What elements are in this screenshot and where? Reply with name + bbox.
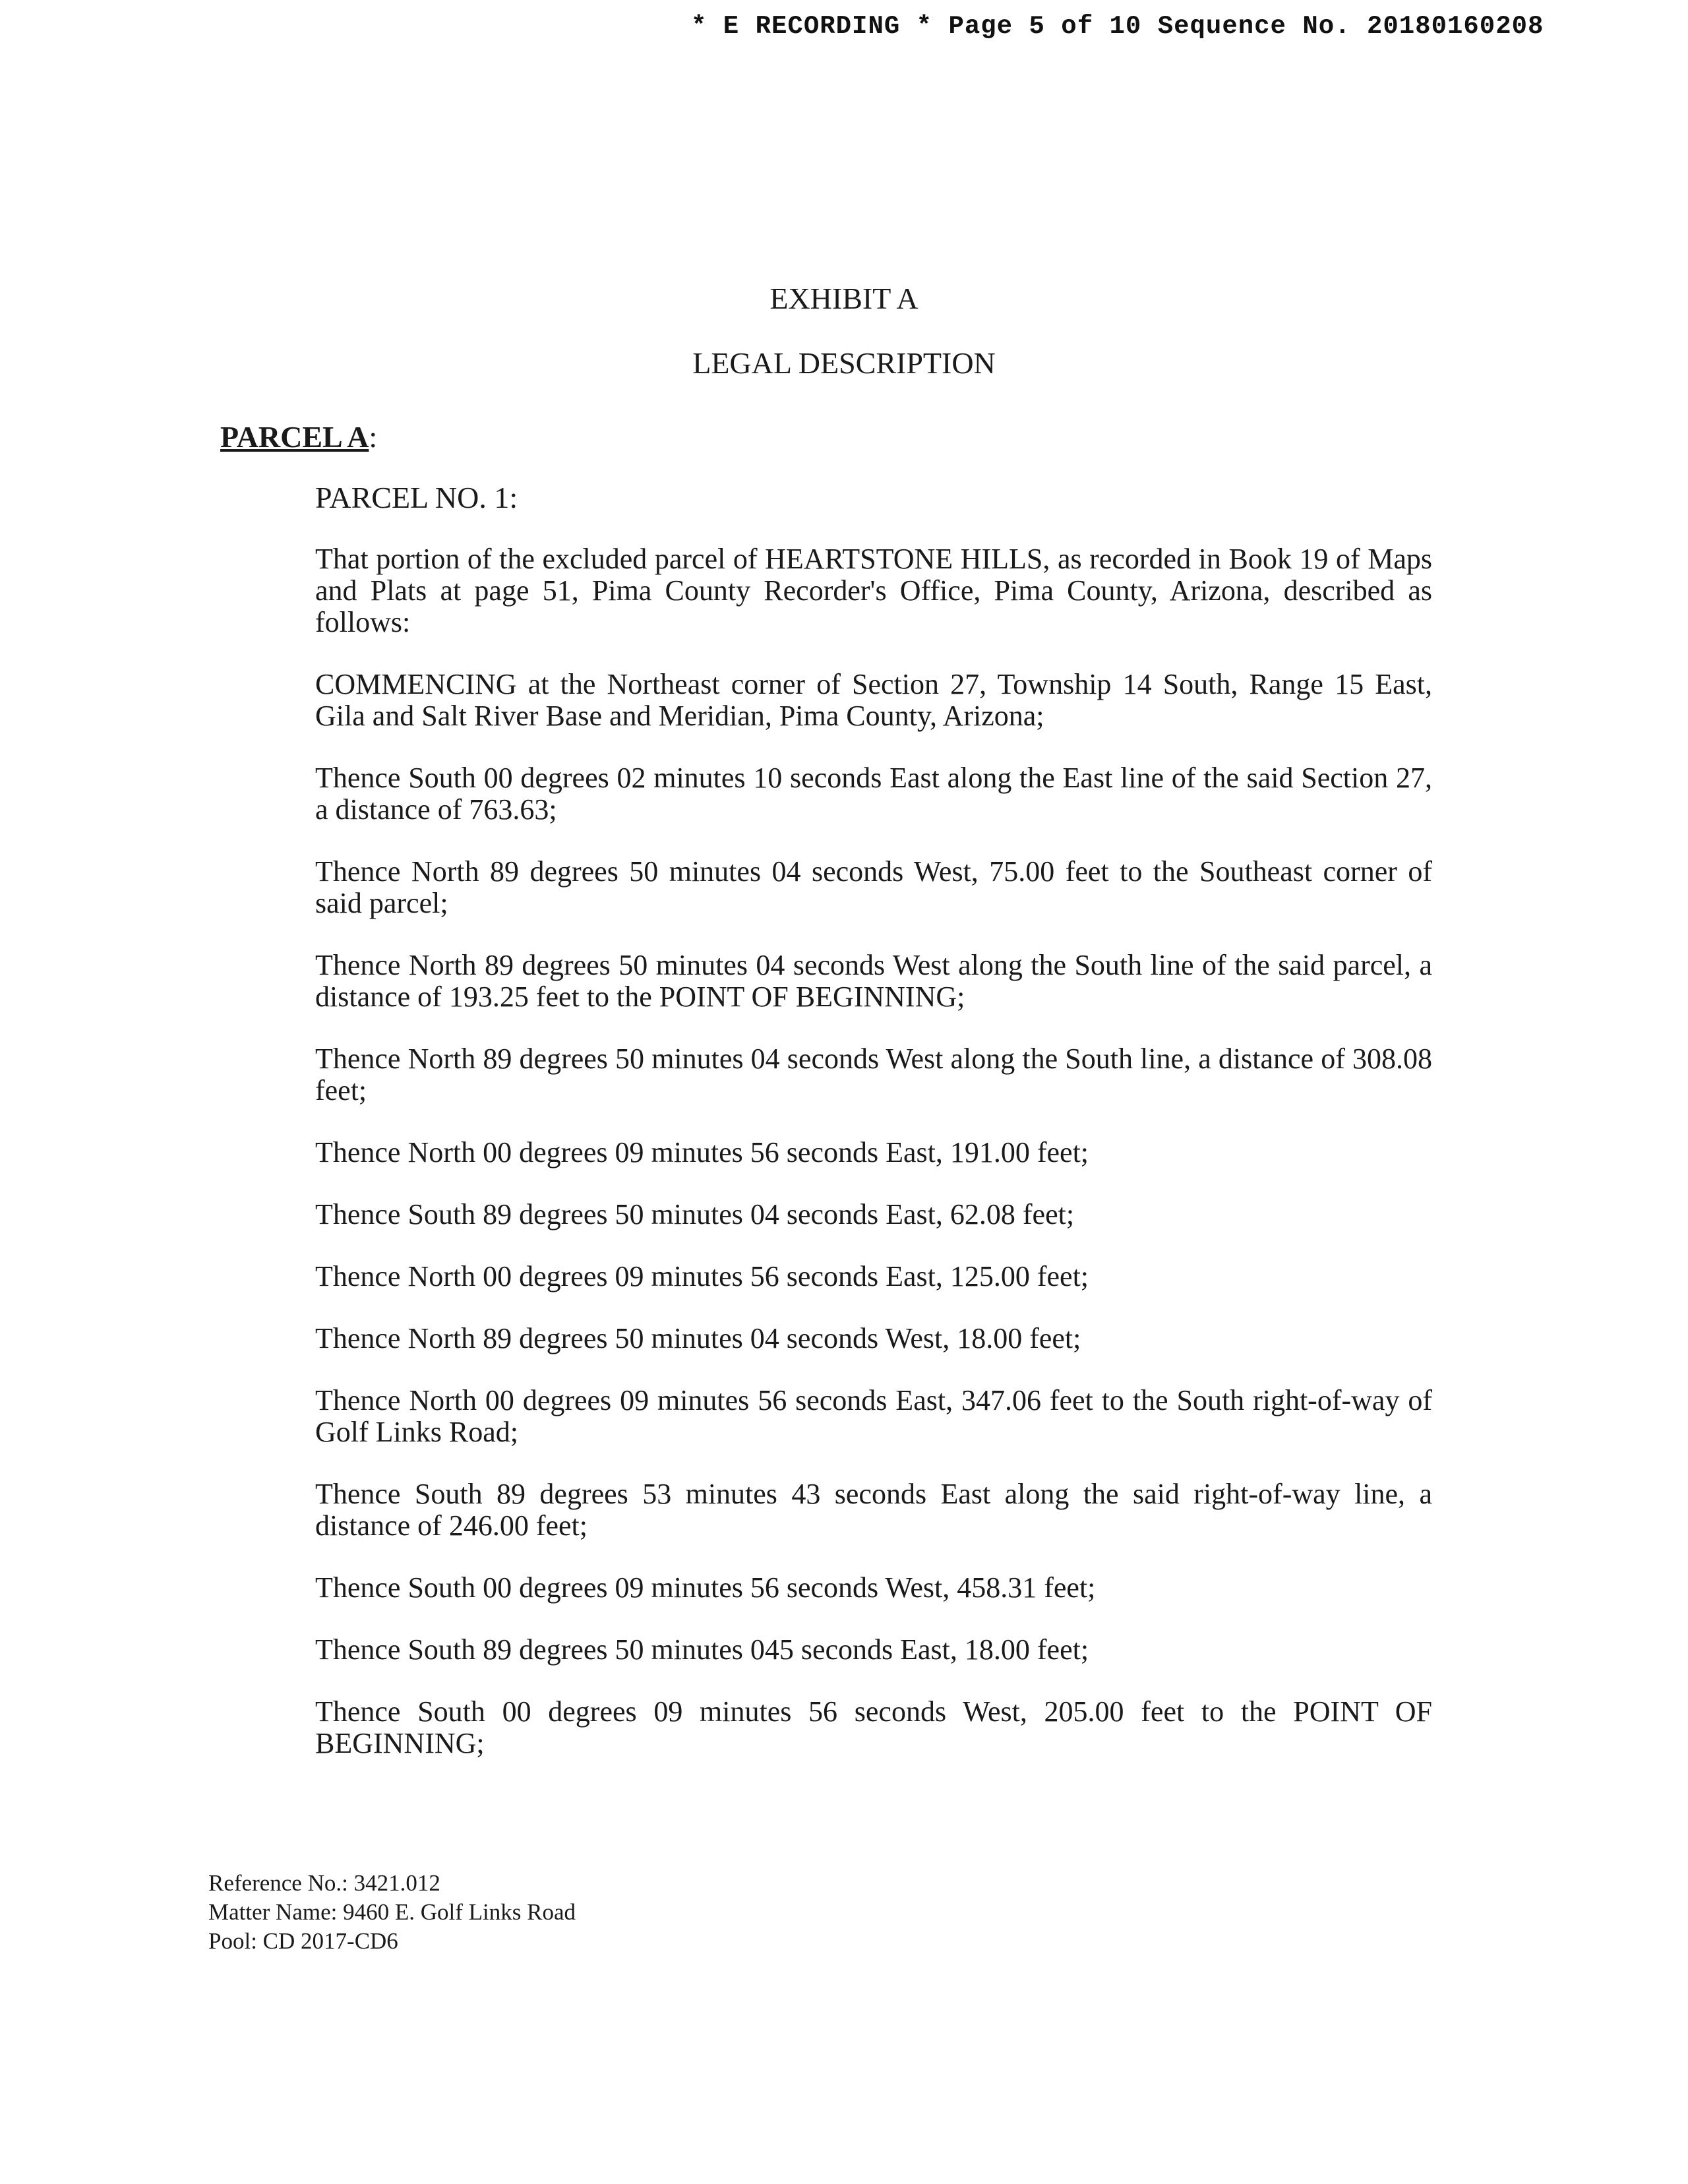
- paragraph-course: Thence South 89 degrees 53 minutes 43 seconds East along the said right-of-way line, a distance of 246.00 feet;: [315, 1478, 1432, 1542]
- legal-description-body: [315, 543, 1432, 1790]
- paragraph-course: Thence South 89 degrees 50 minutes 04 seconds East, 62.08 feet;: [315, 1198, 1075, 1230]
- legal-description-title: LEGAL DESCRIPTION: [692, 346, 996, 380]
- pool-id: Pool: CD 2017-CD6: [208, 1928, 398, 1954]
- parcel-number: PARCEL NO. 1:: [315, 481, 518, 514]
- document-footer: [208, 1869, 576, 1956]
- paragraph-course: Thence North 00 degrees 09 minutes 56 seconds East, 191.00 feet;: [315, 1136, 1089, 1168]
- paragraph-course: Thence North 00 degrees 09 minutes 56 seconds East, 347.06 feet to the South right-of-way of Golf Links Road;: [315, 1384, 1432, 1448]
- paragraph-course: Thence North 89 degrees 50 minutes 04 seconds West, 75.00 feet to the Southeast corner of said parcel;: [315, 855, 1432, 919]
- parcel-heading: [220, 419, 377, 454]
- paragraph-course: Thence South 00 degrees 09 minutes 56 seconds West, 458.31 feet;: [315, 1571, 1096, 1604]
- parcel-heading-label: PARCEL A: [220, 420, 369, 454]
- parcel-heading-colon: :: [369, 420, 378, 454]
- recording-stamp: * E RECORDING * Page 5 of 10 Sequence No. 20180160208: [691, 12, 1544, 41]
- paragraph-course: Thence South 00 degrees 02 minutes 10 seconds East along the East line of the said Section 27, a distance of 763.63;: [315, 762, 1432, 826]
- paragraph-commencing: COMMENCING at the Northeast corner of Section 27, Township 14 South, Range 15 East, Gila and Salt River Base and Meridian, Pima County, Arizona;: [315, 668, 1432, 732]
- paragraph-intro: That portion of the excluded parcel of HEARTSTONE HILLS, as recorded in Book 19 of Maps and Plats at page 51, Pima County Recorder's Office, Pima County, Arizona, described as follows:: [315, 543, 1432, 638]
- paragraph-course: Thence North 89 degrees 50 minutes 04 seconds West along the South line, a distance of 308.08 feet;: [315, 1043, 1432, 1107]
- reference-number: Reference No.: 3421.012: [208, 1870, 440, 1896]
- paragraph-course: Thence North 00 degrees 09 minutes 56 seconds East, 125.00 feet;: [315, 1260, 1089, 1292]
- paragraph-course: Thence North 89 degrees 50 minutes 04 seconds West, 18.00 feet;: [315, 1322, 1081, 1354]
- exhibit-title: EXHIBIT A: [769, 282, 919, 315]
- matter-name: Matter Name: 9460 E. Golf Links Road: [208, 1899, 576, 1925]
- paragraph-course: Thence North 89 degrees 50 minutes 04 seconds West along the South line of the said parcel, a distance of 193.25 feet to the POINT OF BEGINNING;: [315, 949, 1432, 1013]
- paragraph-closing: Thence South 00 degrees 09 minutes 56 seconds West, 205.00 feet to the POINT OF BEGINNING;: [315, 1695, 1432, 1759]
- paragraph-course: Thence South 89 degrees 50 minutes 045 seconds East, 18.00 feet;: [315, 1633, 1089, 1666]
